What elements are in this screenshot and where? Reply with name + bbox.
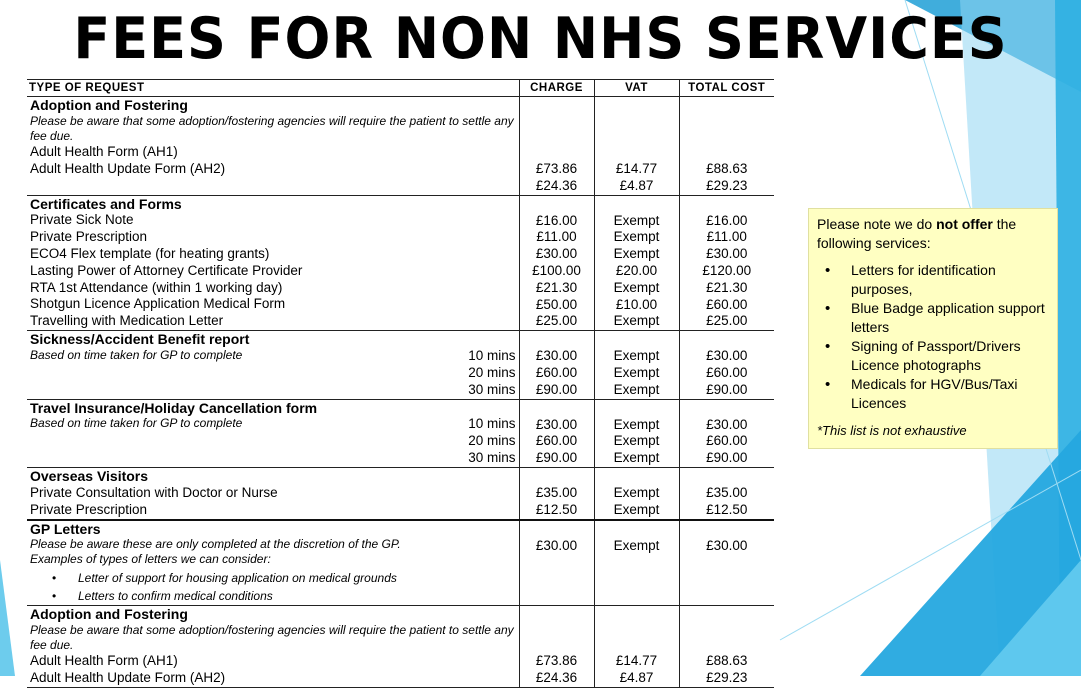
vat-value: £4.87 [619,177,654,193]
vat-value: Exempt [613,313,660,329]
vat-value: Exempt [613,484,660,500]
vat-value: Exempt [613,450,660,466]
vat-cell [594,606,679,688]
charge-cell [519,331,594,399]
section-title: Certificates and Forms [30,195,182,212]
bg-shape-left-bottom [0,560,15,676]
section-note: Please be aware that some adoption/fostering agencies will require the patient to settle any fee due. [30,623,514,653]
vat-value: Exempt [613,212,660,228]
section-travel-insurance [27,399,774,467]
header-charge: CHARGE [519,80,594,97]
row-label: Private Prescription [30,229,148,245]
services-not-offered-notice [808,208,1058,449]
section-note: Based on time taken for GP to complete [30,347,243,362]
total-value: £29.23 [706,177,748,193]
section-note: Please be aware that some adoption/fostering agencies will require the patient to settle any fee due. [30,113,514,143]
list-item: • Signing of Passport/Drivers Licence photographs [817,337,1049,375]
header-type-of-request: TYPE OF REQUEST [27,80,519,97]
section-description [27,97,519,196]
total-value: £88.63 [706,653,748,669]
header-vat: VAT [594,80,679,97]
charge-value: £21.30 [535,279,578,295]
duration-label: 10 mins [468,347,516,363]
total-value: £21.30 [706,279,748,295]
charge-value: £24.36 [535,177,578,193]
section-overseas-visitors [27,467,774,519]
vat-value: £4.87 [619,670,654,686]
section-description [27,520,519,606]
row-label: ECO4 Flex template (for heating grants) [30,245,270,261]
total-value: £16.00 [706,212,748,228]
total-cell [679,195,774,331]
charge-value: £90.00 [535,381,578,397]
section-title: Adoption and Fostering [30,606,188,623]
charge-value: £73.86 [535,653,578,669]
vat-cell [594,520,679,606]
duration-label: 30 mins [468,449,516,465]
section-description [27,467,519,519]
vat-cell [594,97,679,196]
list-item: • Letter of support for housing application on medical grounds [52,569,516,587]
section-title: Travel Insurance/Holiday Cancellation form [30,399,318,416]
vat-value: Exempt [613,246,660,262]
charge-value: £60.00 [535,364,578,380]
vat-cell [594,331,679,399]
total-value: £60.00 [706,433,748,449]
charge-value: £30.00 [535,416,578,432]
total-value: £25.00 [706,313,748,329]
charge-value: £25.00 [535,313,578,329]
vat-value: Exempt [613,364,660,380]
total-value: £60.00 [706,296,748,312]
charge-value: £90.00 [535,450,578,466]
section-note: Examples of types of letters we can consider: [30,552,271,567]
list-item: • Blue Badge application support letters [817,299,1049,337]
page-title: FEES FOR NON NHS SERVICES [73,5,1008,72]
section-title: Adoption and Fostering [30,97,188,113]
section-description [27,331,519,399]
letter-examples-list [30,569,516,605]
vat-value: Exempt [613,229,660,245]
section-title: GP Letters [30,520,101,537]
vat-value: Exempt [613,501,660,517]
duration-label: 20 mins [468,433,516,449]
total-value: £30.00 [706,246,748,262]
vat-value: Exempt [613,279,660,295]
row-label: Lasting Power of Attorney Certificate Provider [30,262,303,278]
duration-label: 30 mins [468,381,516,397]
charge-value: £100.00 [532,262,581,278]
total-cell [679,520,774,606]
total-value: £60.00 [706,364,748,380]
charge-value: £35.00 [535,484,578,500]
section-title: Sickness/Accident Benefit report [30,331,250,348]
row-label: Adult Health Form (AH1) [30,143,178,159]
row-label: Private Consultation with Doctor or Nurse [30,484,278,500]
vat-value: Exempt [613,537,660,553]
charge-value: £24.36 [535,670,578,686]
vat-value: £14.77 [615,161,658,176]
notice-footnote: *This list is not exhaustive [817,423,967,438]
charge-value: £50.00 [535,296,578,312]
total-value: £11.00 [706,229,747,245]
vat-value: Exempt [613,348,660,364]
header-total-cost: TOTAL COST [679,80,774,97]
vat-value: £10.00 [615,296,658,312]
row-label: Private Sick Note [30,212,134,228]
row-label: Adult Health Update Form (AH2) [30,669,226,685]
total-value: £30.00 [706,537,748,553]
list-item: • Letters for identification purposes, [817,261,1049,299]
total-value: £120.00 [702,262,752,278]
charge-cell [519,195,594,331]
section-note: Based on time taken for GP to complete [30,416,243,431]
table-header-row [27,80,774,97]
total-cell [679,331,774,399]
charge-cell [519,399,594,467]
notice-intro-text: the following services: [817,216,1017,251]
vat-cell [594,195,679,331]
charge-value: £60.00 [535,433,578,449]
charge-value: £30.00 [535,246,578,262]
vat-value: Exempt [613,381,660,397]
total-cell [679,97,774,196]
total-value: £90.00 [706,381,748,397]
total-cell [679,399,774,467]
total-value: £12.50 [706,501,748,517]
row-label: Adult Health Form (AH1) [30,653,178,669]
row-label: Shotgun Licence Application Medical Form [30,296,286,312]
row-label: Travelling with Medication Letter [30,313,224,329]
total-value: £30.00 [706,416,748,432]
section-adoption-fostering-repeat [27,606,774,688]
total-cell [679,606,774,688]
section-description [27,606,519,688]
total-value: £88.63 [706,161,748,176]
charge-value: £12.50 [535,501,578,517]
charge-cell [519,606,594,688]
section-description [27,195,519,331]
row-label: Private Prescription [30,501,148,517]
vat-cell [594,467,679,519]
section-description [27,399,519,467]
vat-cell [594,399,679,467]
notice-intro-text: Please note we do [817,216,937,232]
vat-value: £14.77 [615,653,658,669]
total-value: £35.00 [706,484,748,500]
vat-value: £20.00 [615,262,658,278]
list-item: • Medicals for HGV/Bus/Taxi Licences [817,375,1049,413]
charge-cell [519,97,594,196]
notice-intro-emphasis: not offer [936,216,993,232]
notice-intro [817,215,1049,253]
list-item: • Letters to confirm medical conditions [52,587,516,605]
row-label: Adult Health Update Form (AH2) [30,160,226,176]
charge-value: £11.00 [536,229,577,245]
charge-cell [519,520,594,606]
section-note: Please be aware these are only completed at the discretion of the GP. [30,537,401,552]
charge-value: £73.86 [535,161,578,176]
vat-value: Exempt [613,433,660,449]
charge-value: £16.00 [535,212,578,228]
section-certificates-forms [27,195,774,331]
duration-label: 20 mins [468,364,516,380]
section-sickness-accident [27,331,774,399]
total-value: £30.00 [706,348,748,364]
total-value: £90.00 [706,450,748,466]
total-cell [679,467,774,519]
vat-value: Exempt [613,416,660,432]
total-value: £29.23 [706,670,748,686]
charge-value: £30.00 [535,348,578,364]
section-title: Overseas Visitors [30,467,149,484]
not-offered-list [817,261,1049,413]
section-adoption-fostering [27,97,774,196]
fees-table [27,79,774,688]
duration-label: 10 mins [468,416,516,432]
section-gp-letters [27,520,774,606]
fees-table-container [27,79,774,688]
row-label: RTA 1st Attendance (within 1 working day) [30,279,283,295]
charge-value: £30.00 [535,537,578,553]
charge-cell [519,467,594,519]
